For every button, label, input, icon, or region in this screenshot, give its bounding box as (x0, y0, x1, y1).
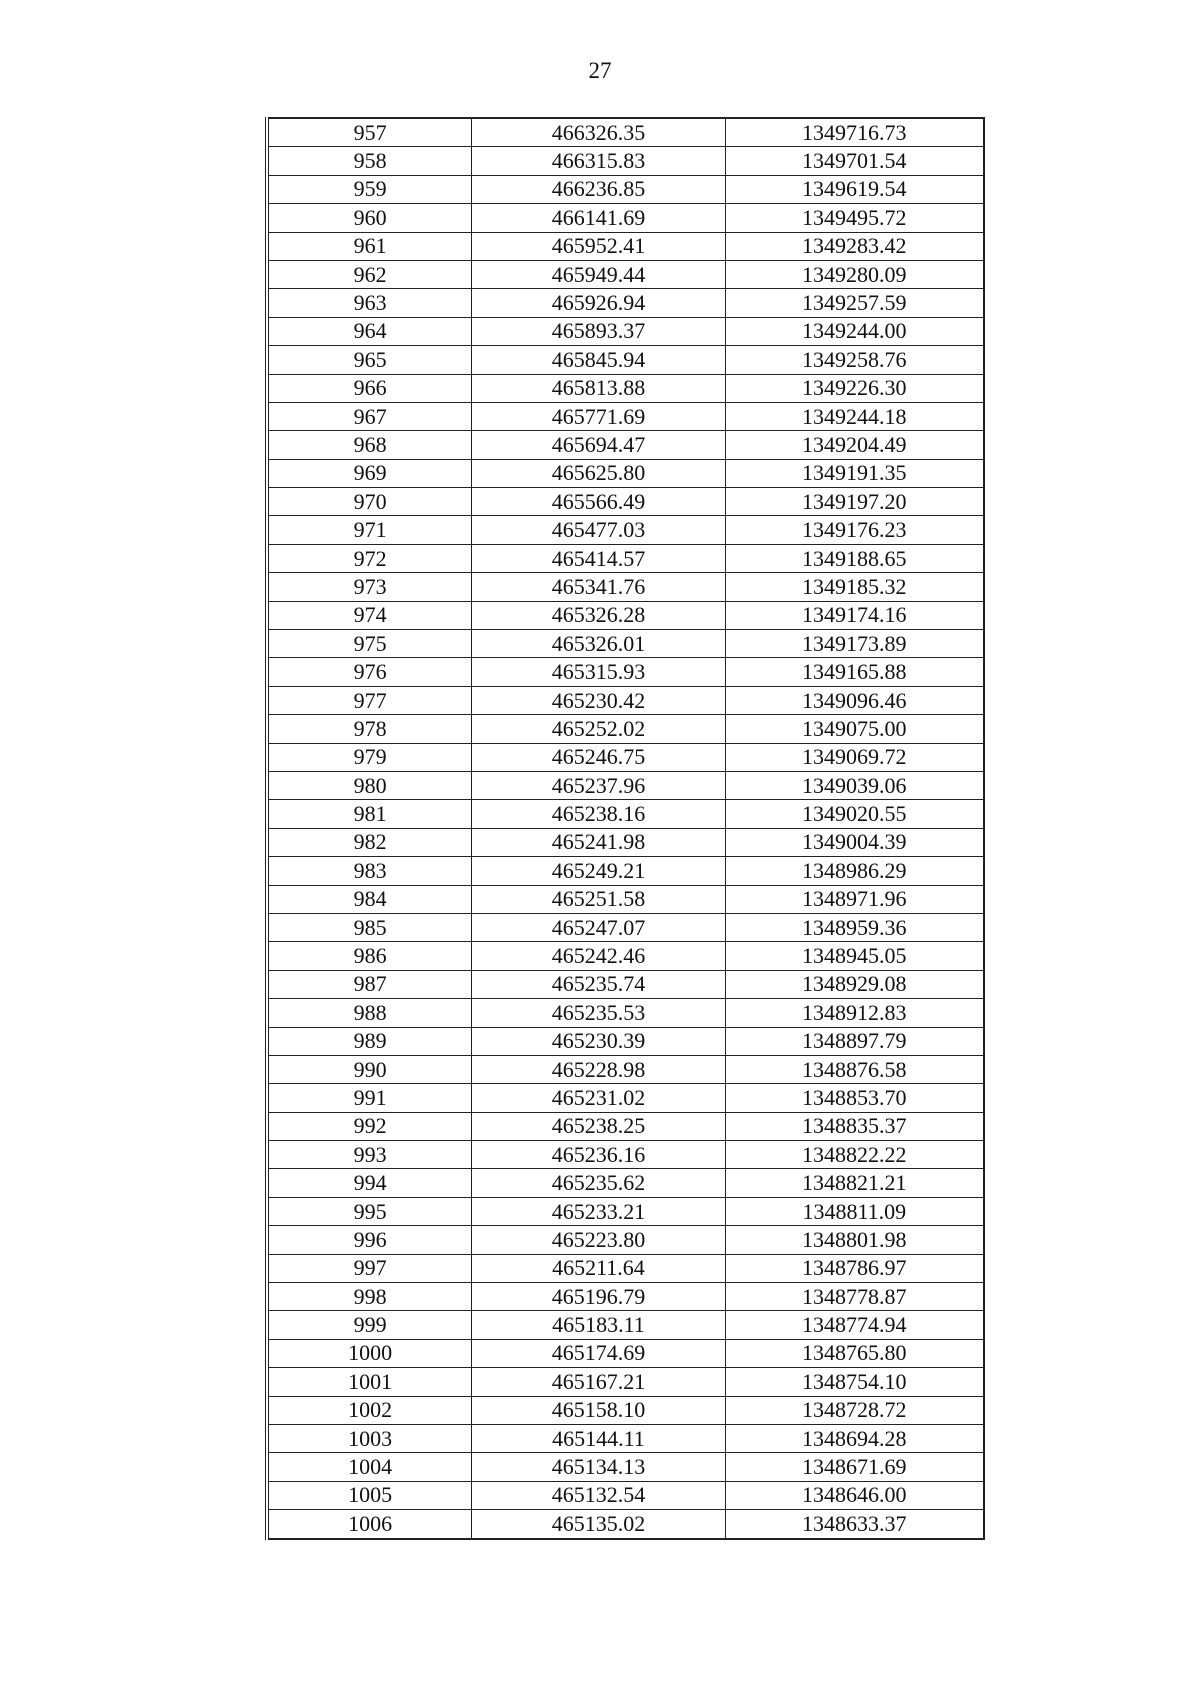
y-coordinate-cell: 1349039.06 (725, 771, 984, 799)
y-coordinate-cell: 1349069.72 (725, 743, 984, 771)
y-coordinate-cell: 1349244.18 (725, 402, 984, 430)
x-coordinate-cell: 465230.39 (472, 1027, 725, 1055)
point-number-cell: 963 (267, 289, 472, 317)
coordinates-table (265, 117, 985, 1540)
table-row (267, 1169, 984, 1197)
y-coordinate-cell: 1349204.49 (725, 431, 984, 459)
y-coordinate-cell: 1349191.35 (725, 459, 984, 487)
table-row (267, 147, 984, 175)
table-row (267, 970, 984, 998)
x-coordinate-cell: 465236.16 (472, 1141, 725, 1169)
point-number-cell: 968 (267, 431, 472, 459)
table-row (267, 800, 984, 828)
table-row (267, 402, 984, 430)
y-coordinate-cell: 1349619.54 (725, 175, 984, 203)
table-row (267, 715, 984, 743)
point-number-cell: 965 (267, 346, 472, 374)
y-coordinate-cell: 1348822.22 (725, 1141, 984, 1169)
y-coordinate-cell: 1348694.28 (725, 1424, 984, 1452)
point-number-cell: 1003 (267, 1424, 472, 1452)
point-number-cell: 972 (267, 544, 472, 572)
point-number-cell: 996 (267, 1226, 472, 1254)
x-coordinate-cell: 465949.44 (472, 260, 725, 288)
table-row (267, 771, 984, 799)
x-coordinate-cell: 465183.11 (472, 1311, 725, 1339)
x-coordinate-cell: 465242.46 (472, 942, 725, 970)
y-coordinate-cell: 1349701.54 (725, 147, 984, 175)
coordinates-table-body (267, 118, 984, 1539)
table-row (267, 1055, 984, 1083)
table-row (267, 658, 984, 686)
y-coordinate-cell: 1349096.46 (725, 686, 984, 714)
point-number-cell: 984 (267, 885, 472, 913)
y-coordinate-cell: 1348671.69 (725, 1453, 984, 1481)
y-coordinate-cell: 1348646.00 (725, 1481, 984, 1509)
x-coordinate-cell: 465132.54 (472, 1481, 725, 1509)
y-coordinate-cell: 1349174.16 (725, 601, 984, 629)
point-number-cell: 967 (267, 402, 472, 430)
y-coordinate-cell: 1349020.55 (725, 800, 984, 828)
x-coordinate-cell: 466326.35 (472, 118, 725, 147)
y-coordinate-cell: 1348853.70 (725, 1084, 984, 1112)
point-number-cell: 976 (267, 658, 472, 686)
table-row (267, 1510, 984, 1539)
x-coordinate-cell: 465238.25 (472, 1112, 725, 1140)
point-number-cell: 974 (267, 601, 472, 629)
x-coordinate-cell: 465233.21 (472, 1197, 725, 1225)
point-number-cell: 1004 (267, 1453, 472, 1481)
x-coordinate-cell: 465326.01 (472, 630, 725, 658)
table-row (267, 1254, 984, 1282)
y-coordinate-cell: 1349075.00 (725, 715, 984, 743)
y-coordinate-cell: 1348835.37 (725, 1112, 984, 1140)
point-number-cell: 958 (267, 147, 472, 175)
table-row (267, 942, 984, 970)
point-number-cell: 969 (267, 459, 472, 487)
x-coordinate-cell: 465135.02 (472, 1510, 725, 1539)
y-coordinate-cell: 1349185.32 (725, 573, 984, 601)
y-coordinate-cell: 1348912.83 (725, 999, 984, 1027)
page-number: 27 (588, 58, 612, 83)
table-row (267, 601, 984, 629)
table-row (267, 260, 984, 288)
y-coordinate-cell: 1348811.09 (725, 1197, 984, 1225)
table-row (267, 1453, 984, 1481)
x-coordinate-cell: 465211.64 (472, 1254, 725, 1282)
table-row (267, 1226, 984, 1254)
point-number-cell: 964 (267, 317, 472, 345)
x-coordinate-cell: 465235.74 (472, 970, 725, 998)
point-number-cell: 994 (267, 1169, 472, 1197)
point-number-cell: 979 (267, 743, 472, 771)
y-coordinate-cell: 1348929.08 (725, 970, 984, 998)
table-row (267, 516, 984, 544)
table-row (267, 1368, 984, 1396)
point-number-cell: 999 (267, 1311, 472, 1339)
x-coordinate-cell: 465144.11 (472, 1424, 725, 1452)
point-number-cell: 980 (267, 771, 472, 799)
point-number-cell: 986 (267, 942, 472, 970)
x-coordinate-cell: 465813.88 (472, 374, 725, 402)
table-row (267, 686, 984, 714)
point-number-cell: 995 (267, 1197, 472, 1225)
point-number-cell: 983 (267, 857, 472, 885)
table-row (267, 232, 984, 260)
point-number-cell: 1002 (267, 1396, 472, 1424)
x-coordinate-cell: 465566.49 (472, 488, 725, 516)
y-coordinate-cell: 1349257.59 (725, 289, 984, 317)
table-row (267, 828, 984, 856)
table-row (267, 118, 984, 147)
table-row (267, 743, 984, 771)
y-coordinate-cell: 1349716.73 (725, 118, 984, 147)
y-coordinate-cell: 1349226.30 (725, 374, 984, 402)
x-coordinate-cell: 465223.80 (472, 1226, 725, 1254)
point-number-cell: 981 (267, 800, 472, 828)
table-row (267, 1027, 984, 1055)
x-coordinate-cell: 466315.83 (472, 147, 725, 175)
x-coordinate-cell: 465174.69 (472, 1339, 725, 1367)
table-row (267, 1141, 984, 1169)
y-coordinate-cell: 1348765.80 (725, 1339, 984, 1367)
point-number-cell: 970 (267, 488, 472, 516)
x-coordinate-cell: 465249.21 (472, 857, 725, 885)
x-coordinate-cell: 465771.69 (472, 402, 725, 430)
x-coordinate-cell: 465845.94 (472, 346, 725, 374)
x-coordinate-cell: 466236.85 (472, 175, 725, 203)
x-coordinate-cell: 465477.03 (472, 516, 725, 544)
y-coordinate-cell: 1349258.76 (725, 346, 984, 374)
point-number-cell: 962 (267, 260, 472, 288)
table-row (267, 857, 984, 885)
point-number-cell: 997 (267, 1254, 472, 1282)
table-row (267, 544, 984, 572)
y-coordinate-cell: 1348959.36 (725, 913, 984, 941)
table-row (267, 1112, 984, 1140)
table-row (267, 459, 984, 487)
table-row (267, 488, 984, 516)
table-row (267, 431, 984, 459)
y-coordinate-cell: 1348801.98 (725, 1226, 984, 1254)
table-row (267, 1311, 984, 1339)
x-coordinate-cell: 465893.37 (472, 317, 725, 345)
table-row (267, 885, 984, 913)
y-coordinate-cell: 1348786.97 (725, 1254, 984, 1282)
point-number-cell: 959 (267, 175, 472, 203)
y-coordinate-cell: 1348876.58 (725, 1055, 984, 1083)
point-number-cell: 975 (267, 630, 472, 658)
y-coordinate-cell: 1349244.00 (725, 317, 984, 345)
point-number-cell: 998 (267, 1283, 472, 1311)
x-coordinate-cell: 465694.47 (472, 431, 725, 459)
x-coordinate-cell: 465231.02 (472, 1084, 725, 1112)
table-row (267, 374, 984, 402)
table-row (267, 317, 984, 345)
y-coordinate-cell: 1349188.65 (725, 544, 984, 572)
point-number-cell: 985 (267, 913, 472, 941)
x-coordinate-cell: 465952.41 (472, 232, 725, 260)
y-coordinate-cell: 1348821.21 (725, 1169, 984, 1197)
x-coordinate-cell: 465414.57 (472, 544, 725, 572)
point-number-cell: 1001 (267, 1368, 472, 1396)
y-coordinate-cell: 1348945.05 (725, 942, 984, 970)
y-coordinate-cell: 1348774.94 (725, 1311, 984, 1339)
point-number-cell: 982 (267, 828, 472, 856)
point-number-cell: 987 (267, 970, 472, 998)
point-number-cell: 978 (267, 715, 472, 743)
y-coordinate-cell: 1349173.89 (725, 630, 984, 658)
y-coordinate-cell: 1348986.29 (725, 857, 984, 885)
table-row (267, 204, 984, 232)
table-row (267, 346, 984, 374)
x-coordinate-cell: 465167.21 (472, 1368, 725, 1396)
x-coordinate-cell: 465235.53 (472, 999, 725, 1027)
y-coordinate-cell: 1348633.37 (725, 1510, 984, 1539)
x-coordinate-cell: 465230.42 (472, 686, 725, 714)
point-number-cell: 971 (267, 516, 472, 544)
y-coordinate-cell: 1349283.42 (725, 232, 984, 260)
point-number-cell: 1005 (267, 1481, 472, 1509)
x-coordinate-cell: 465235.62 (472, 1169, 725, 1197)
y-coordinate-cell: 1349280.09 (725, 260, 984, 288)
y-coordinate-cell: 1348897.79 (725, 1027, 984, 1055)
y-coordinate-cell: 1349165.88 (725, 658, 984, 686)
point-number-cell: 960 (267, 204, 472, 232)
y-coordinate-cell: 1349495.72 (725, 204, 984, 232)
x-coordinate-cell: 465247.07 (472, 913, 725, 941)
x-coordinate-cell: 465237.96 (472, 771, 725, 799)
table-row (267, 1084, 984, 1112)
table-row (267, 1197, 984, 1225)
x-coordinate-cell: 465241.98 (472, 828, 725, 856)
x-coordinate-cell: 465625.80 (472, 459, 725, 487)
y-coordinate-cell: 1349197.20 (725, 488, 984, 516)
table-row (267, 573, 984, 601)
point-number-cell: 966 (267, 374, 472, 402)
point-number-cell: 973 (267, 573, 472, 601)
x-coordinate-cell: 465228.98 (472, 1055, 725, 1083)
x-coordinate-cell: 465134.13 (472, 1453, 725, 1481)
point-number-cell: 992 (267, 1112, 472, 1140)
x-coordinate-cell: 465926.94 (472, 289, 725, 317)
x-coordinate-cell: 466141.69 (472, 204, 725, 232)
table-row (267, 1481, 984, 1509)
point-number-cell: 991 (267, 1084, 472, 1112)
point-number-cell: 977 (267, 686, 472, 714)
point-number-cell: 961 (267, 232, 472, 260)
x-coordinate-cell: 465341.76 (472, 573, 725, 601)
table-row (267, 1424, 984, 1452)
point-number-cell: 990 (267, 1055, 472, 1083)
y-coordinate-cell: 1348778.87 (725, 1283, 984, 1311)
x-coordinate-cell: 465252.02 (472, 715, 725, 743)
table-row (267, 1339, 984, 1367)
y-coordinate-cell: 1349004.39 (725, 828, 984, 856)
x-coordinate-cell: 465326.28 (472, 601, 725, 629)
y-coordinate-cell: 1348971.96 (725, 885, 984, 913)
table-row (267, 289, 984, 317)
point-number-cell: 989 (267, 1027, 472, 1055)
x-coordinate-cell: 465246.75 (472, 743, 725, 771)
table-row (267, 630, 984, 658)
point-number-cell: 957 (267, 118, 472, 147)
point-number-cell: 993 (267, 1141, 472, 1169)
point-number-cell: 988 (267, 999, 472, 1027)
table-row (267, 1396, 984, 1424)
point-number-cell: 1006 (267, 1510, 472, 1539)
point-number-cell: 1000 (267, 1339, 472, 1367)
table-row (267, 175, 984, 203)
x-coordinate-cell: 465251.58 (472, 885, 725, 913)
x-coordinate-cell: 465315.93 (472, 658, 725, 686)
y-coordinate-cell: 1349176.23 (725, 516, 984, 544)
table-row (267, 913, 984, 941)
table-row (267, 999, 984, 1027)
x-coordinate-cell: 465158.10 (472, 1396, 725, 1424)
table-row (267, 1283, 984, 1311)
y-coordinate-cell: 1348754.10 (725, 1368, 984, 1396)
y-coordinate-cell: 1348728.72 (725, 1396, 984, 1424)
x-coordinate-cell: 465196.79 (472, 1283, 725, 1311)
x-coordinate-cell: 465238.16 (472, 800, 725, 828)
